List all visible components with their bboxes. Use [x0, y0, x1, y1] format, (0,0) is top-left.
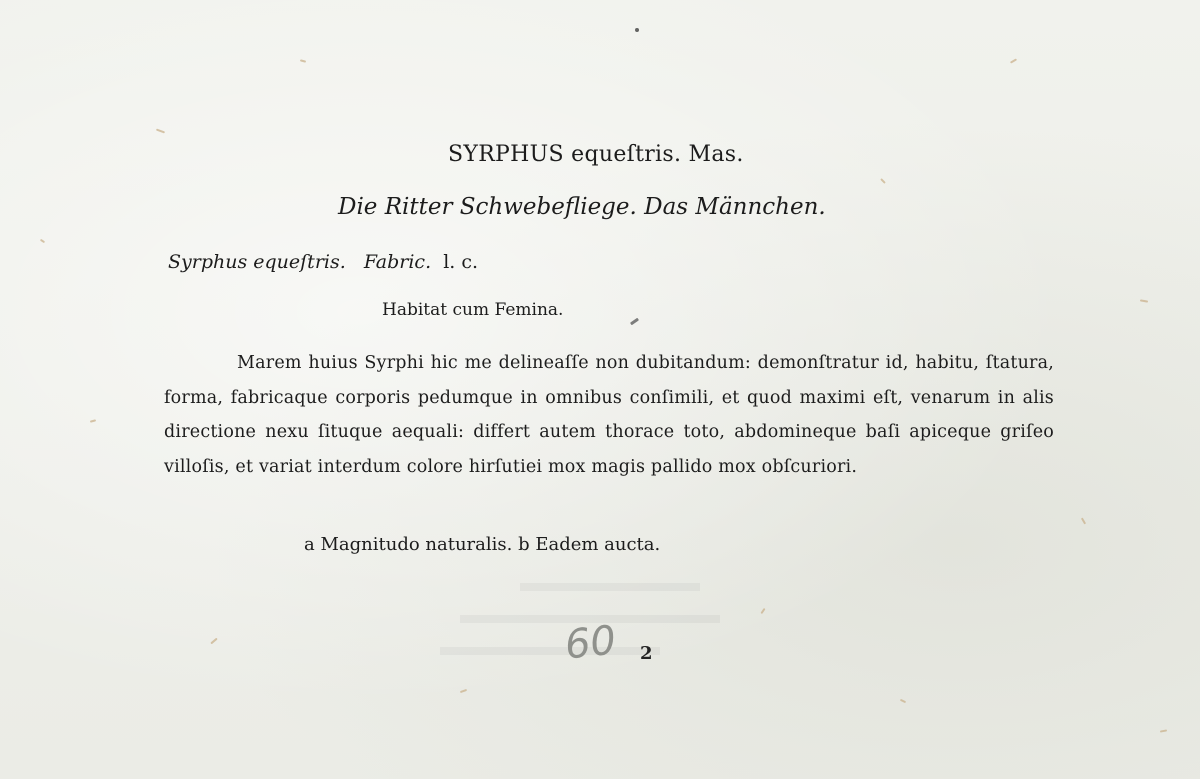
description-paragraph: Marem huius Syrphi hic me delineaſſe non dubitandum: demonſtratur id, habitu, ſtatura, forma, fabricaque corporis pedumque in omnibus conſimili, et quod maximi eſt, venarum in alis directione nexu ſituque aequali: differt autem thorace toto, abdomineque baſi apiceque griſeo villoſis, et variat interdum colore hirſutiei mox magis pallido mox obſcuriori. — [164, 353, 1054, 477]
page-subtitle: Die Ritter Schwebefliege. Das Männchen. — [338, 194, 826, 220]
handwritten-page-number: 60 — [562, 617, 619, 669]
signature-mark: 2 — [640, 643, 653, 664]
synonym-name: Syrphus equeſtris. — [168, 251, 346, 273]
habitat-line: Habitat cum Femina. — [382, 300, 564, 320]
synonym-reference: l. c. — [443, 251, 479, 273]
synonym-author: Fabric. — [363, 251, 432, 273]
synonym-line — [168, 251, 478, 273]
bleed-through-text — [300, 575, 720, 691]
page-title: SYRPHUS equeſtris. Mas. — [448, 142, 744, 167]
figure-caption: a Magnitudo naturalis. b Eadem aucta. — [304, 534, 661, 555]
bleed-through-shapes — [300, 575, 720, 685]
